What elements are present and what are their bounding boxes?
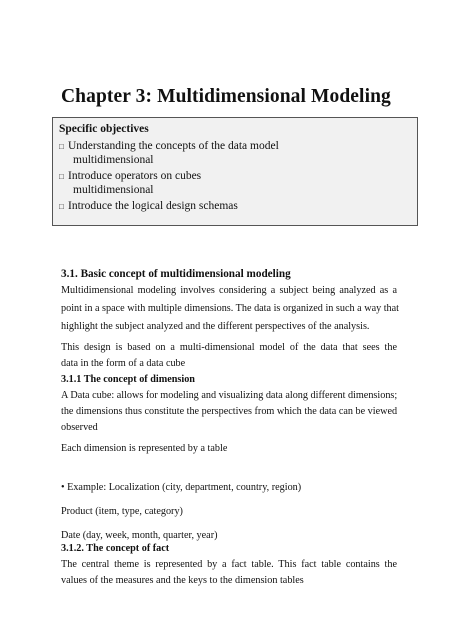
objective-text: Introduce the logical design schemas — [68, 200, 238, 212]
objective-text: Introduce operators on cubes — [68, 170, 202, 182]
checkbox-bullet-icon: □ — [59, 142, 64, 151]
objective-item — [59, 200, 417, 214]
paragraph-line: values of the measures and the keys to the dimension tables — [61, 575, 304, 586]
objective-item — [59, 170, 417, 197]
objective-text-continued: multidimensional — [73, 183, 154, 196]
paragraph — [61, 340, 397, 371]
paragraph-line: A Data cube: allows for modeling and visualizing data along different dimensions; — [61, 390, 398, 401]
objectives-box — [52, 117, 418, 226]
subsection-heading: 3.1.1 The concept of dimension — [61, 374, 195, 385]
paragraph-line: Multidimensional modeling involves considering a subject being analyzed as a — [61, 285, 397, 296]
section-heading: 3.1. Basic concept of multidimensional modeling — [61, 268, 291, 280]
paragraph-line: observed — [61, 422, 98, 433]
chapter-title: Chapter 3: Multidimensional Modeling — [61, 86, 391, 107]
objective-text: Understanding the concepts of the data model — [68, 140, 279, 152]
objective-item — [59, 140, 417, 167]
example-line: Product (item, type, category) — [61, 506, 183, 517]
section-3-1-2 — [61, 541, 397, 588]
paragraph-line: data in the form of a data cube — [61, 358, 186, 369]
paragraph — [61, 557, 397, 588]
example-line: Date (day, week, month, quarter, year) — [61, 530, 218, 541]
paragraph-line: point in a space with multiple dimensions. The data is organized in such a way that — [61, 303, 400, 314]
paragraph-line: the dimensions thus constitute the perspectives from which the data can be viewed — [61, 406, 398, 417]
paragraph — [61, 283, 400, 334]
paragraph-line: This design is based on a multi-dimensional model of the data that sees the — [61, 342, 397, 353]
paragraph-line: The central theme is represented by a fact table. This fact table contains the — [61, 559, 397, 570]
subsection-heading: 3.1.2. The concept of fact — [61, 543, 170, 554]
paragraph-line: highlight the subject analyzed and the different perspectives of the analysis. — [61, 321, 370, 332]
example-line: • Example: Localization (city, department, country, region) — [61, 482, 302, 493]
checkbox-bullet-icon: □ — [59, 172, 64, 181]
paragraph — [61, 388, 397, 435]
paragraph: Each dimension is represented by a table — [61, 443, 228, 454]
objectives-heading: Specific objectives — [59, 123, 149, 135]
checkbox-bullet-icon: □ — [59, 202, 64, 211]
section-3-1 — [61, 267, 400, 371]
section-3-1-1 — [61, 372, 397, 543]
objective-text-continued: multidimensional — [73, 153, 154, 166]
